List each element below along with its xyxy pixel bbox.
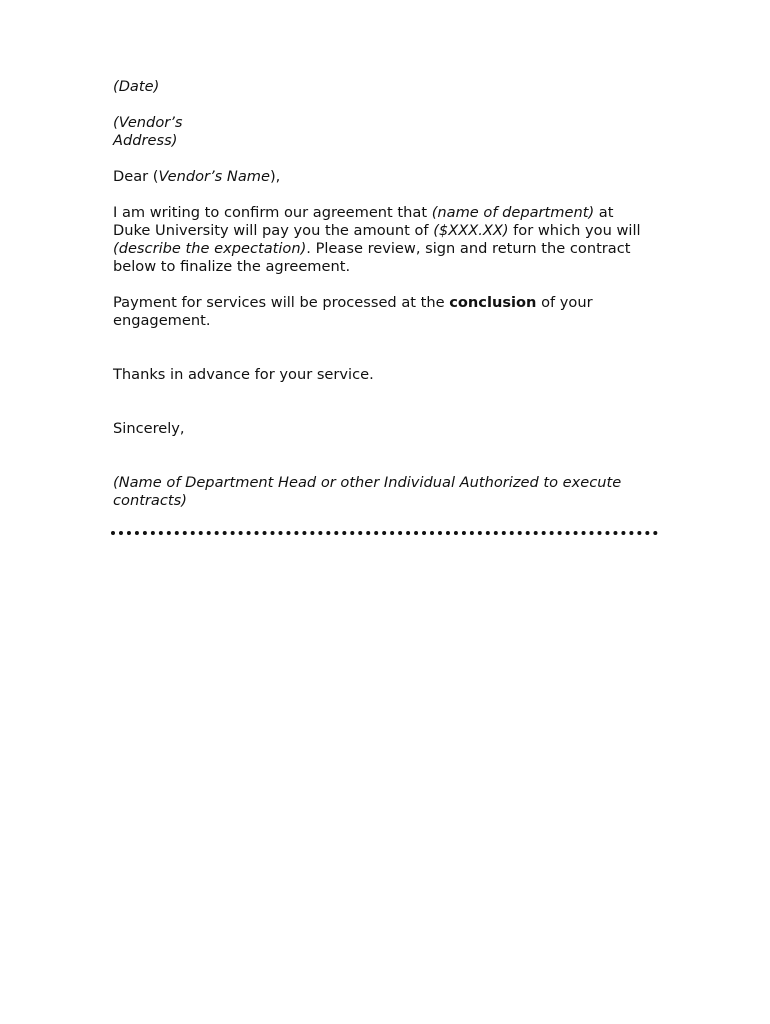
agreement-paragraph [113,204,658,276]
amount-placeholder: ($XXX.XX) [433,222,509,239]
agreement-line-1-a: I am writing to confirm our agreement that [113,204,432,221]
payment-line-1-a: Payment for services will be processed at the [113,294,450,311]
signatory-line-2: contracts) [113,492,187,509]
date-text: (Date) [113,78,160,95]
letter-page [113,78,658,510]
signatory-placeholder [113,474,658,510]
vendor-address-line-2: Address) [113,132,178,149]
closing-text: Sincerely, [113,420,185,437]
agreement-line-3-b: . Please review, sign and return the contract [306,240,631,257]
payment-paragraph [113,294,658,330]
date-placeholder [113,78,658,96]
expectation-placeholder: (describe the expectation) [113,240,307,257]
payment-line-2: engagement. [113,312,211,329]
signatory-line-1: (Name of Department Head or other Individual Authorized to execute [113,474,622,491]
closing-line [113,420,658,438]
agreement-line-2-a: Duke University will pay you the amount of [113,222,434,239]
salutation-vendor-name: Vendor’s Name [158,168,270,185]
payment-conclusion-word: conclusion [449,294,537,311]
vendor-address-placeholder [113,114,658,150]
salutation [113,168,658,186]
agreement-line-1-c: at [594,204,614,221]
salutation-suffix: ), [269,168,281,185]
payment-line-1-c: of your [536,294,593,311]
vendor-address-line-1: (Vendor’s [113,114,183,131]
dotted-cut-line [111,531,658,535]
department-name-placeholder: (name of department) [431,204,595,221]
salutation-prefix: Dear ( [113,168,159,185]
agreement-line-2-c: for which you will [508,222,641,239]
thanks-text: Thanks in advance for your service. [113,366,374,383]
agreement-line-4: below to finalize the agreement. [113,258,351,275]
thanks-line [113,366,658,384]
